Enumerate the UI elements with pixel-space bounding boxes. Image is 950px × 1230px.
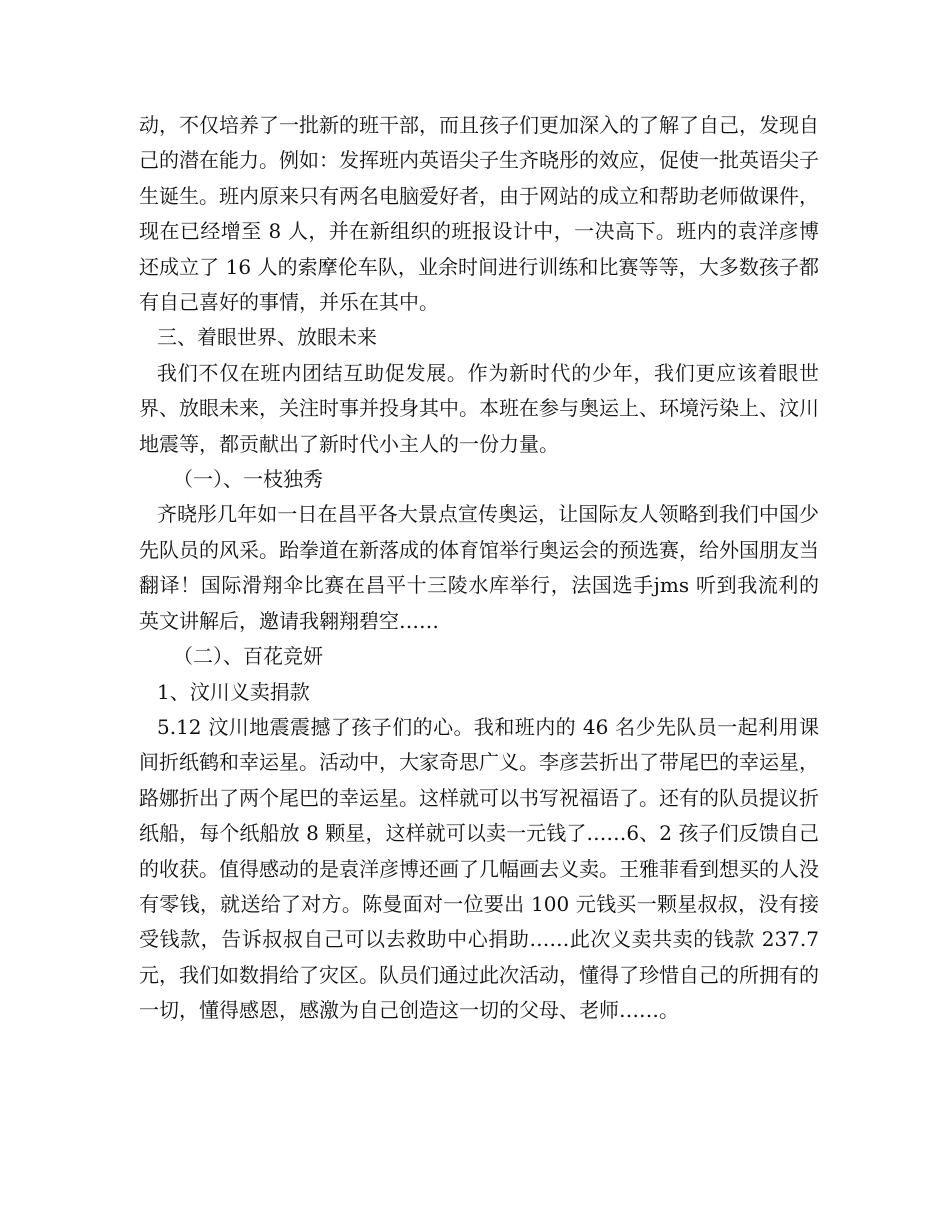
paragraph-global-outlook: 我们不仅在班内团结互助促发展。作为新时代的少年，我们更应该着眼世界、放眼未来，关注时事并投身其中。本班在参与奥运上、环境污染上、汶川地震等，都贡献出了新时代小主人的一份力量。 [139,360,819,456]
section-heading-3: 三、着眼世界、放眼未来 [157,325,377,350]
subsection-heading-1: （一）、一枝独秀 [173,467,323,492]
item-heading-1: 1、汶川义卖捐款 [157,679,310,704]
paragraph-charity-sale: 5.12 汶川地震震撼了孩子们的心。我和班内的 46 名少先队员一起利用课间折纸鹤和幸运星。活动中，大家奇思广义。李彦芸折出了带尾巴的幸运星，路娜折出了两个尾巴的幸运星。这样就可以书写祝福语了。还有的队员提议折纸船，每个纸船放 8 颗星，这样就可以卖一元钱了……6、2 孩子们反馈自己的收获。值得感动的是袁洋彦博还画了几幅画去义卖。王雅菲看到想买的人没有零钱，就送给了对方。陈曼面对一位要出 100 元钱买一颗星叔叔，没有接受钱款，告诉叔叔自己可以去救助中心捐助……此次义卖共卖的钱款 237.7 元，我们如数捐给了灾区。队员们通过此次活动，懂得了珍惜自己的所拥有的一切，懂得感恩，感激为自己创造这一切的父母、老师……。 [139,714,819,1023]
document-body [139,108,819,1029]
subsection-heading-2: （二）、百花竞妍 [173,644,323,669]
paragraph-continued-text: 动，不仅培养了一批新的班干部，而且孩子们更加深入的了解了自己，发现自己的潜在能力。例如：发挥班内英语尖子生齐晓彤的效应，促使一批英语尖子生诞生。班内原来只有两名电脑爱好者，由于网站的成立和帮助老师做课件，现在已经增至 8 人，并在新组织的班报设计中，一决高下。班内的袁洋彦博还成立了 16 人的索摩伦车队，业余时间进行训练和比赛等等，大多数孩子都有自己喜好的事情，并乐在其中。 [139,113,819,315]
paragraph-olympics: 齐晓彤几年如一日在昌平各大景点宣传奥运，让国际友人领略到我们中国少先队员的风采。跆拳道在新落成的体育馆举行奥运会的预选赛，给外国朋友当翻译！国际滑翔伞比赛在昌平十三陵水库举行，法国选手jms 听到我流利的英文讲解后，邀请我翱翔碧空…… [139,502,819,633]
